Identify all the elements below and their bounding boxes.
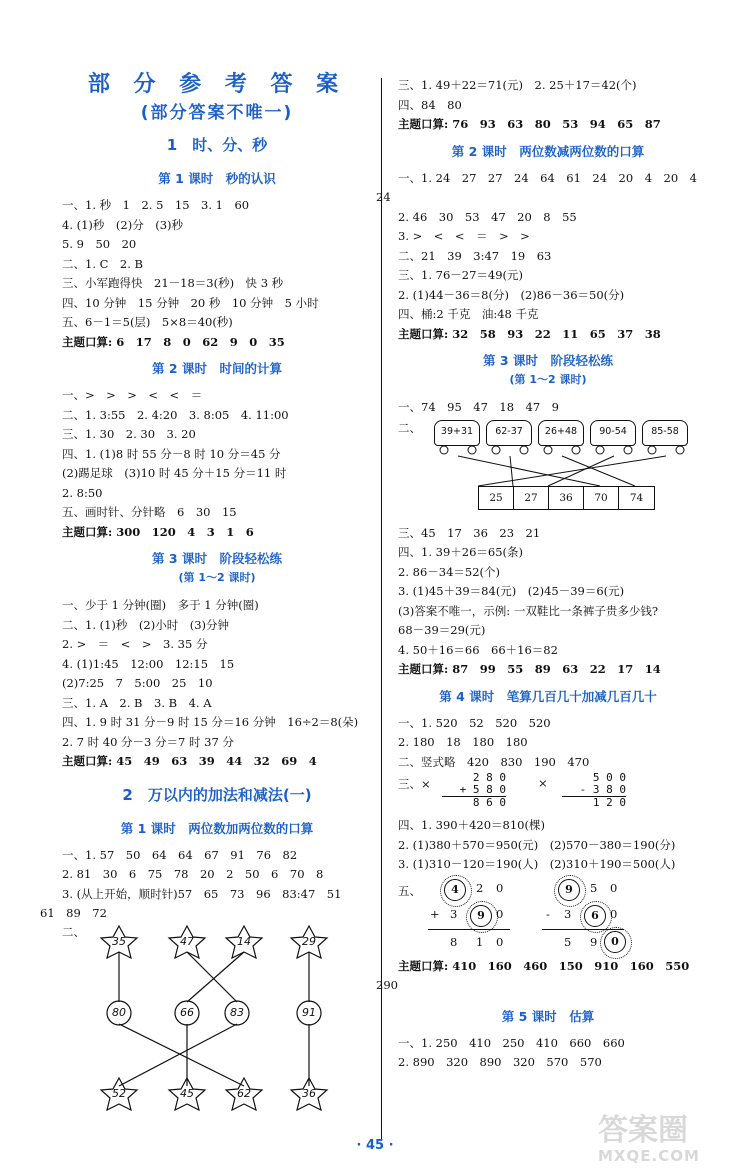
answer-line: 5. 9 50 20 [62, 237, 137, 251]
chapter-1-heading: 1 时、分、秒 [166, 136, 268, 154]
flower-digit: 0 [604, 931, 626, 953]
answer-line: 二、1. (1)秒 (2)小时 (3)分钟 [62, 617, 229, 632]
calc-row: + 5 8 0 [442, 784, 506, 797]
calc-digit: 0 [496, 906, 504, 921]
answer-line: 一、少于 1 分钟(圈) 多于 1 分钟(圈) [62, 598, 259, 612]
answer-box: 25 [479, 487, 514, 509]
answer-line: 五、6－1＝5(层) 5×8＝40(秒) [62, 315, 233, 329]
calc-row: - 3 8 0 [562, 784, 626, 797]
chapter-2-heading: 2 万以内的加法和减法(一) [122, 785, 312, 804]
answer-line: 四、桶:2 千克 油:48 千克 [398, 307, 539, 321]
lesson-1-1-title: 第 1 课时 秒的认识 [158, 171, 276, 186]
answer-line: 3. > < < ＝ > > [398, 229, 530, 243]
flower-digit: 4 [444, 879, 466, 901]
answer-line: 二、竖式略 420 830 190 470 [398, 754, 590, 769]
calc-digit: 1 [476, 934, 484, 949]
answer-line: 二、21 39 3:47 19 63 [398, 248, 552, 263]
figure-label: 三、× [398, 777, 431, 791]
answer-box: 27 [514, 487, 549, 509]
answer-line: 4. (1)1:45 12:00 12:15 15 [62, 656, 235, 671]
answer-line: 3. (1)310－120＝190(人) (2)310＋190＝500(人) [398, 857, 676, 871]
vertical-calc-2 [562, 772, 626, 809]
watermark-url: MXQE.COM [598, 1147, 700, 1165]
lesson-2-1-body [40, 846, 372, 1114]
answer-line: 4. (1)秒 (2)分 (3)秒 [62, 217, 183, 232]
calc-row: 1 2 0 [592, 796, 626, 809]
kousuan-line: 主题口算: 45 49 63 39 44 32 69 4 [62, 754, 317, 768]
answer-line: (3)答案不唯一，示例: 一双鞋比一条裤子贵多少钱? [398, 603, 658, 618]
answer-line: 68－39＝29(元) [398, 623, 486, 637]
calc-digit: 0 [496, 880, 504, 895]
star-value: 14 [237, 934, 251, 948]
answer-line: 三、1. 49＋22＝71(元) 2. 25＋17＝42(个) [398, 78, 637, 92]
calc-row: 8 6 0 [472, 796, 506, 809]
lesson-1-2-title: 第 2 课时 时间的计算 [152, 361, 282, 376]
star-value: 29 [302, 934, 316, 948]
answer-line: 一、1. 秒 1 2. 5 15 3. 1 60 [62, 198, 250, 212]
right-column [376, 76, 698, 1073]
calc-row: 5 0 0 [592, 771, 626, 784]
answer-line: 2. > ＝ < > 3. 35 分 [62, 637, 208, 651]
star-value: 36 [302, 1086, 316, 1100]
car-match-figure [398, 418, 698, 518]
answer-line: 2. 890 320 890 320 570 570 [398, 1055, 602, 1069]
page-subtitle: (部分答案不唯一) [140, 103, 294, 123]
answer-line-wrap: 290 [376, 978, 398, 992]
calc-operator: - [546, 906, 550, 921]
calc-digit: 3 [450, 906, 458, 921]
kousuan-line: 主题口算: 87 99 55 89 63 22 17 14 [398, 662, 661, 676]
car-card: 90-54 [590, 420, 636, 446]
star-value: 47 [180, 934, 194, 948]
wrong-mark: × [538, 776, 548, 790]
lesson-1-3-body [62, 596, 372, 772]
lesson-2-2-body [376, 169, 698, 345]
flower-calc-figure [398, 875, 698, 953]
answer-line: 二、1. 3:55 2. 4:20 3. 8:05 4. 11:00 [62, 407, 289, 422]
lantern-value: 66 [180, 1005, 194, 1019]
answer-line: 2. 7 时 40 分－3 分＝7 时 37 分 [62, 734, 234, 749]
figure-label: 二、 [398, 420, 421, 435]
kousuan-line: 主题口算: 76 93 63 80 53 94 65 87 [398, 117, 661, 131]
lesson-1-1-body [62, 196, 372, 352]
answer-box: 74 [629, 491, 644, 504]
kousuan-line: 主题口算: 410 160 460 150 910 160 550 [398, 958, 690, 973]
lesson-2-1-title: 第 1 课时 两位数加两位数的口算 [120, 820, 314, 836]
figure-label: 五、 [398, 883, 421, 898]
calc-digit: 9 [590, 934, 598, 949]
calc-digit: 0 [610, 880, 618, 895]
calc-rule [428, 929, 510, 930]
star-value: 45 [180, 1086, 194, 1100]
page-title: 部 分 参 考 答 案 [87, 72, 347, 97]
lantern-value: 80 [112, 1005, 126, 1019]
lesson-2-2-title: 第 2 课时 两位数减两位数的口算 [451, 143, 645, 159]
car-card: 26+48 [538, 420, 584, 446]
kousuan-line: 主题口算: 300 120 4 3 1 6 [62, 524, 254, 539]
answer-line: 2. 86－34＝52(个) [398, 564, 501, 579]
answer-line: (2)7:25 7 5:00 25 10 [62, 676, 213, 690]
answer-line: 三、1. 30 2. 30 3. 20 [62, 427, 196, 441]
flower-digit: 9 [558, 879, 580, 901]
answer-line: 3. (1)45＋39＝84(元) (2)45－39＝6(元) [398, 584, 625, 598]
kousuan-line: 主题口算: 32 58 93 22 11 65 37 38 [398, 326, 661, 341]
vertical-calc-figure [398, 772, 698, 816]
answer-line: 一、1. 250 410 250 410 660 660 [398, 1035, 625, 1050]
calc-row: 2 8 0 [472, 771, 506, 784]
watermark-text: 答案圈 [598, 1113, 688, 1148]
kousuan-line: 主题口算: 6 17 8 0 62 9 0 35 [62, 334, 285, 349]
answer-line: 四、1. 9 时 31 分－9 时 15 分＝16 分钟 16÷2＝8(朵) [62, 715, 359, 729]
lesson-2-4-title: 第 4 课时 笔算几百几十加减几百几十 [439, 688, 657, 704]
answer-line: 2. 81 30 6 75 78 20 2 50 6 70 8 [62, 867, 324, 881]
lesson-2-5-body [398, 1034, 698, 1073]
answer-line: 三、45 17 36 23 21 [398, 525, 541, 540]
calc-digit: 5 [590, 880, 598, 895]
vertical-calc-1 [442, 772, 506, 809]
answer-line: 2. (1)44－36＝8(分) (2)86－36＝50(分) [398, 287, 625, 302]
answer-line-wrap: 61 89 72 [40, 906, 107, 920]
calc-digit: 0 [496, 934, 504, 949]
answer-line: 一、74 95 47 18 47 9 [398, 400, 559, 414]
lesson-2-3-body [398, 398, 698, 680]
answer-line-wrap: 24 [376, 190, 391, 204]
left-column [40, 70, 372, 1114]
answer-line: 2. (1)380＋570＝950(元) (2)570－380＝190(分) [398, 837, 676, 852]
calc-digit: 8 [450, 934, 458, 949]
answer-line: 五、画时针、分针略 6 30 15 [62, 505, 237, 519]
answer-line: 四、1. 39＋26＝65(条) [398, 545, 524, 559]
answer-line: 四、84 80 [398, 97, 462, 112]
calc-digit: 2 [476, 880, 484, 895]
lesson-2-5-title: 第 5 课时 估算 [501, 1008, 595, 1024]
star-lantern-figure [62, 924, 372, 1114]
star-value: 62 [237, 1086, 251, 1100]
answer-line: 三、1. 76－27＝49(元) [398, 268, 524, 282]
answer-line: 一、> > > < < ＝ [62, 388, 203, 402]
figure-label: 二、 [62, 924, 85, 939]
answer-box: 36 [549, 487, 584, 509]
answer-line: 一、1. 57 50 64 64 67 91 76 82 [62, 847, 298, 862]
answer-box: 70 [584, 487, 619, 509]
flower-digit: 6 [584, 905, 606, 927]
answer-line: 四、1. (1)8 时 55 分－8 时 10 分＝45 分 [62, 446, 281, 461]
lesson-1-3-subtitle: (第 1～2 课时) [178, 571, 256, 584]
car-card: 39+31 [434, 420, 480, 446]
answer-line: 2. 180 18 180 180 [398, 735, 528, 749]
answer-box-row [478, 486, 655, 510]
answer-line: 2. 46 30 53 47 20 8 55 [398, 209, 577, 224]
answer-line: 一、1. 24 27 27 24 64 61 24 20 4 20 4 [398, 170, 697, 185]
car-card: 85-58 [642, 420, 688, 446]
calc-digit: 3 [564, 906, 572, 921]
page-number: · 45 · [356, 1138, 394, 1153]
star-lantern-lines [92, 924, 342, 1114]
lesson-1-2-body [62, 386, 372, 542]
watermark-logo [598, 1105, 738, 1169]
lesson-1-3-title: 第 3 课时 阶段轻松练 [152, 551, 282, 566]
answer-line: 四、1. 390＋420＝810(棵) [398, 818, 545, 832]
answer-line: 二、1. C 2. B [62, 256, 144, 271]
lantern-value: 91 [302, 1005, 316, 1019]
answer-line: (2)踢足球 (3)10 时 45 分＋15 分＝11 时 [62, 466, 287, 480]
answer-line: 3. (从上开始，顺时针)57 65 73 96 83:47 51 [62, 886, 342, 901]
answer-line: 三、小军跑得快 21－18＝3(秒) 快 3 秒 [62, 276, 284, 290]
lesson-2-4-body [376, 714, 698, 996]
answer-line: 一、1. 520 52 520 520 [398, 715, 551, 730]
answer-line: 4. 50＋16＝66 66＋16＝82 [398, 642, 558, 657]
flower-digit: 9 [470, 905, 492, 927]
answer-line: 四、10 分钟 15 分钟 20 秒 10 分钟 5 小时 [62, 295, 319, 310]
lesson-2-3-title: 第 3 课时 阶段轻松练 [483, 353, 613, 368]
car-card: 62-37 [486, 420, 532, 446]
answer-line: 2. 8:50 [62, 485, 103, 500]
star-value: 35 [112, 934, 126, 948]
calc-digit: 5 [564, 934, 572, 949]
answer-line: 三、1. A 2. B 3. B 4. A [62, 695, 212, 710]
lesson-2-3-subtitle: (第 1～2 课时) [509, 373, 587, 386]
calc-operator: + [430, 906, 440, 921]
lantern-value: 83 [230, 1005, 244, 1019]
star-value: 52 [112, 1086, 126, 1100]
calc-digit: 0 [610, 906, 618, 921]
